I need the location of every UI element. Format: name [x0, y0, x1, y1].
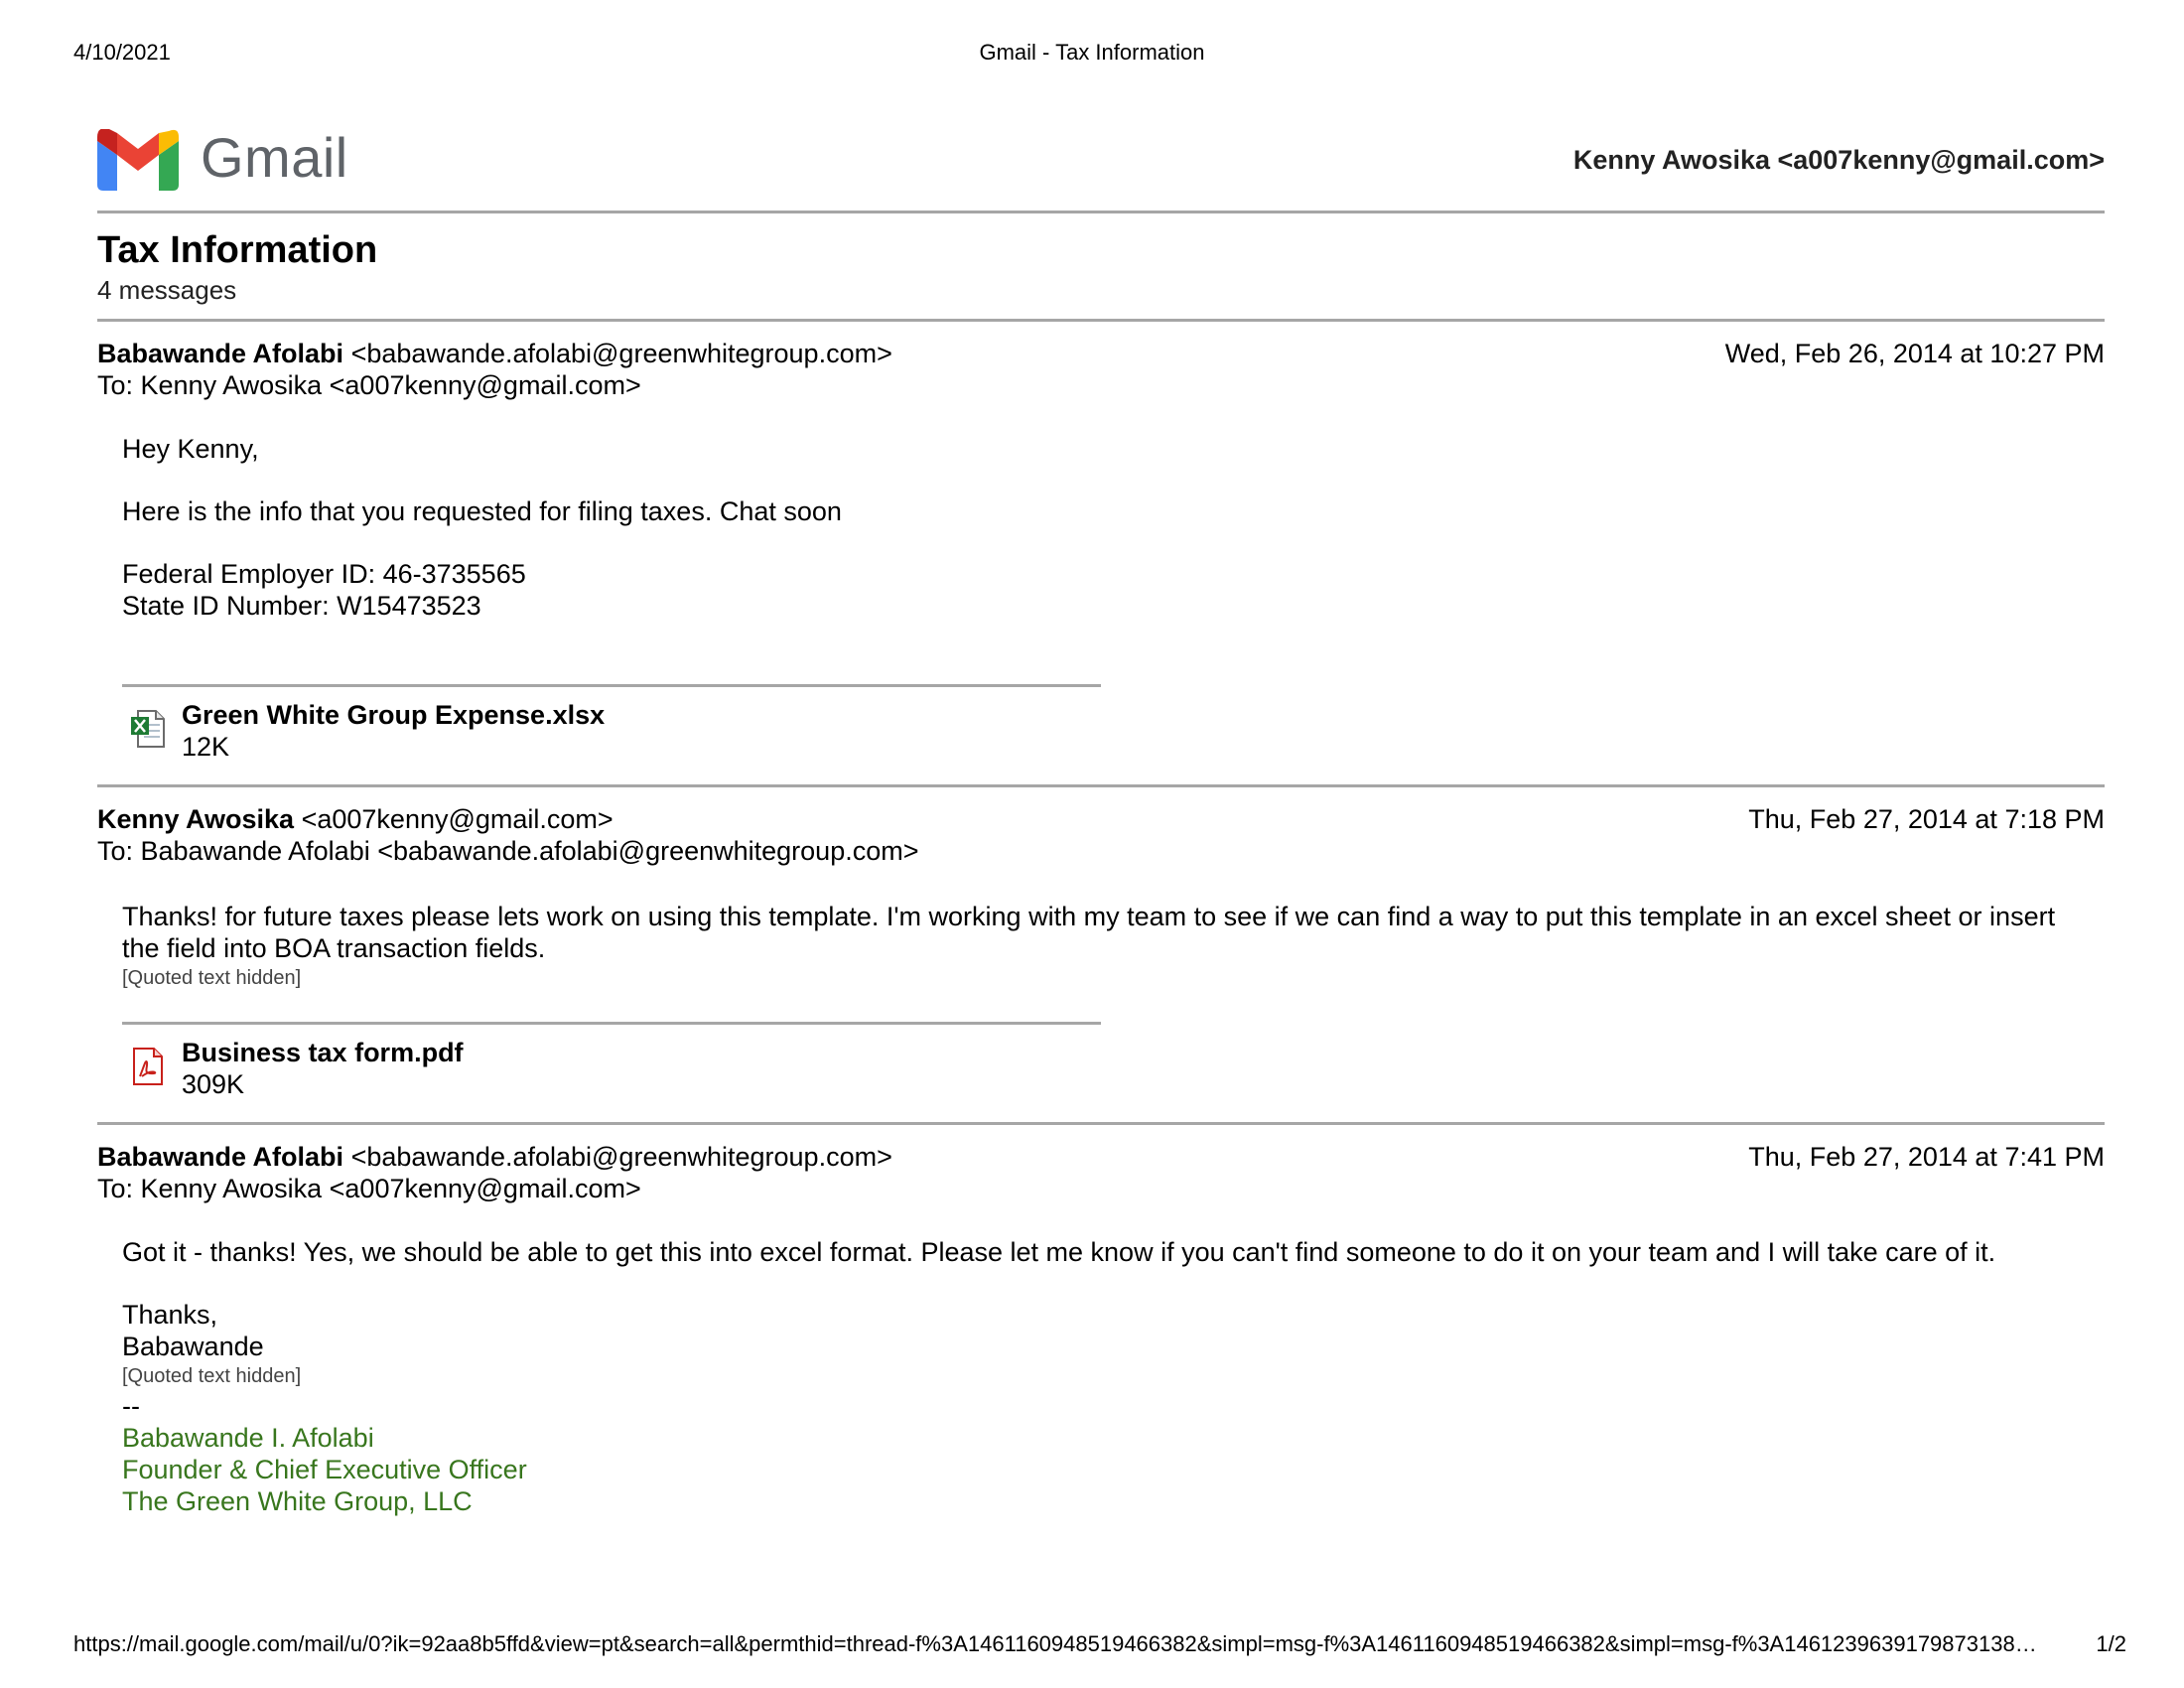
print-header [73, 40, 2111, 70]
excel-file-icon [130, 709, 166, 749]
message-header [97, 1141, 2105, 1204]
quoted-text-toggle[interactable]: [Quoted text hidden] [122, 967, 302, 989]
attachment[interactable] [122, 687, 2105, 784]
message-date: Thu, Feb 27, 2014 at 7:18 PM [1748, 804, 2105, 834]
body-text: Babawande [122, 1332, 264, 1361]
attachment-name[interactable]: Business tax form.pdf [182, 1038, 464, 1067]
account-label: Kenny Awosika <a007kenny@gmail.com> [1572, 145, 2105, 175]
message-body [97, 867, 2105, 1122]
quoted-text-toggle[interactable]: [Quoted text hidden] [122, 1365, 302, 1387]
body-text: Here is the info that you requested for filing taxes. Chat soon [122, 496, 842, 526]
sender-name: Kenny Awosika [97, 804, 295, 834]
sender-email: <babawande.afolabi@greenwhitegroup.com> [350, 1142, 892, 1172]
email-message [97, 787, 2105, 1122]
print-title: Gmail - Tax Information [979, 40, 1205, 65]
print-footer [73, 1631, 2126, 1661]
body-text: State ID Number: W15473523 [122, 591, 481, 621]
body-text: the field into BOA transaction fields. [122, 933, 546, 963]
message-date: Wed, Feb 26, 2014 at 10:27 PM [1724, 339, 2105, 368]
attachment[interactable] [122, 1025, 2105, 1122]
attachment-size: 309K [182, 1069, 245, 1099]
signature-company: The Green White Group, LLC [122, 1486, 473, 1516]
body-text: Got it - thanks! Yes, we should be able to get this into excel format. Please let me know if you can't find someone to do it on your team and I will take care of it. [122, 1237, 1996, 1267]
message-header [97, 803, 2105, 867]
message-count: 4 messages [97, 275, 237, 305]
email-message [97, 322, 2105, 784]
body-text: Federal Employer ID: 46-3735565 [122, 559, 526, 589]
body-text: Thanks! for future taxes please lets work on using this template. I'm working with my team to see if we can find a way to put this template in an excel sheet or insert [122, 902, 2056, 931]
body-text: Hey Kenny, [122, 434, 259, 464]
sender-name: Babawande Afolabi [97, 1142, 344, 1172]
gmail-logo [97, 127, 348, 192]
attachment-name[interactable]: Green White Group Expense.xlsx [182, 700, 606, 730]
thread-header [97, 213, 2105, 319]
sender-name: Babawande Afolabi [97, 339, 344, 368]
signature-name: Babawande I. Afolabi [122, 1423, 374, 1453]
print-date: 4/10/2021 [73, 40, 171, 65]
sender-email: <a007kenny@gmail.com> [301, 804, 614, 834]
message-date: Thu, Feb 27, 2014 at 7:41 PM [1748, 1142, 2105, 1172]
print-url[interactable]: https://mail.google.com/mail/u/0?ik=92aa8b5ffd&view=pt&search=all&permthid=thread-f%3A1461160948519466382&simpl=msg-f%3A1461160948519466382&simpl=msg-f%3A1461239639179873138… [73, 1631, 2037, 1656]
thread-subject: Tax Information [97, 229, 378, 271]
email-content [97, 119, 2105, 1517]
pdf-file-icon [130, 1047, 166, 1086]
recipient-line: To: Kenny Awosika <a007kenny@gmail.com> [97, 1174, 641, 1203]
message-header [97, 338, 2105, 401]
attachment-size: 12K [182, 732, 230, 762]
gmail-header [97, 119, 2105, 211]
signature-title: Founder & Chief Executive Officer [122, 1455, 527, 1484]
recipient-line: To: Kenny Awosika <a007kenny@gmail.com> [97, 370, 641, 400]
signature-separator: -- [122, 1391, 140, 1421]
message-body [97, 401, 2105, 784]
sender-email: <babawande.afolabi@greenwhitegroup.com> [350, 339, 892, 368]
recipient-line: To: Babawande Afolabi <babawande.afolabi@greenwhitegroup.com> [97, 836, 919, 866]
page-number: 1/2 [2096, 1631, 2126, 1656]
gmail-wordmark: Gmail [201, 126, 348, 189]
message-body [97, 1204, 2105, 1517]
body-text: Thanks, [122, 1300, 218, 1330]
email-message [97, 1125, 2105, 1517]
gmail-m-icon [97, 129, 179, 191]
